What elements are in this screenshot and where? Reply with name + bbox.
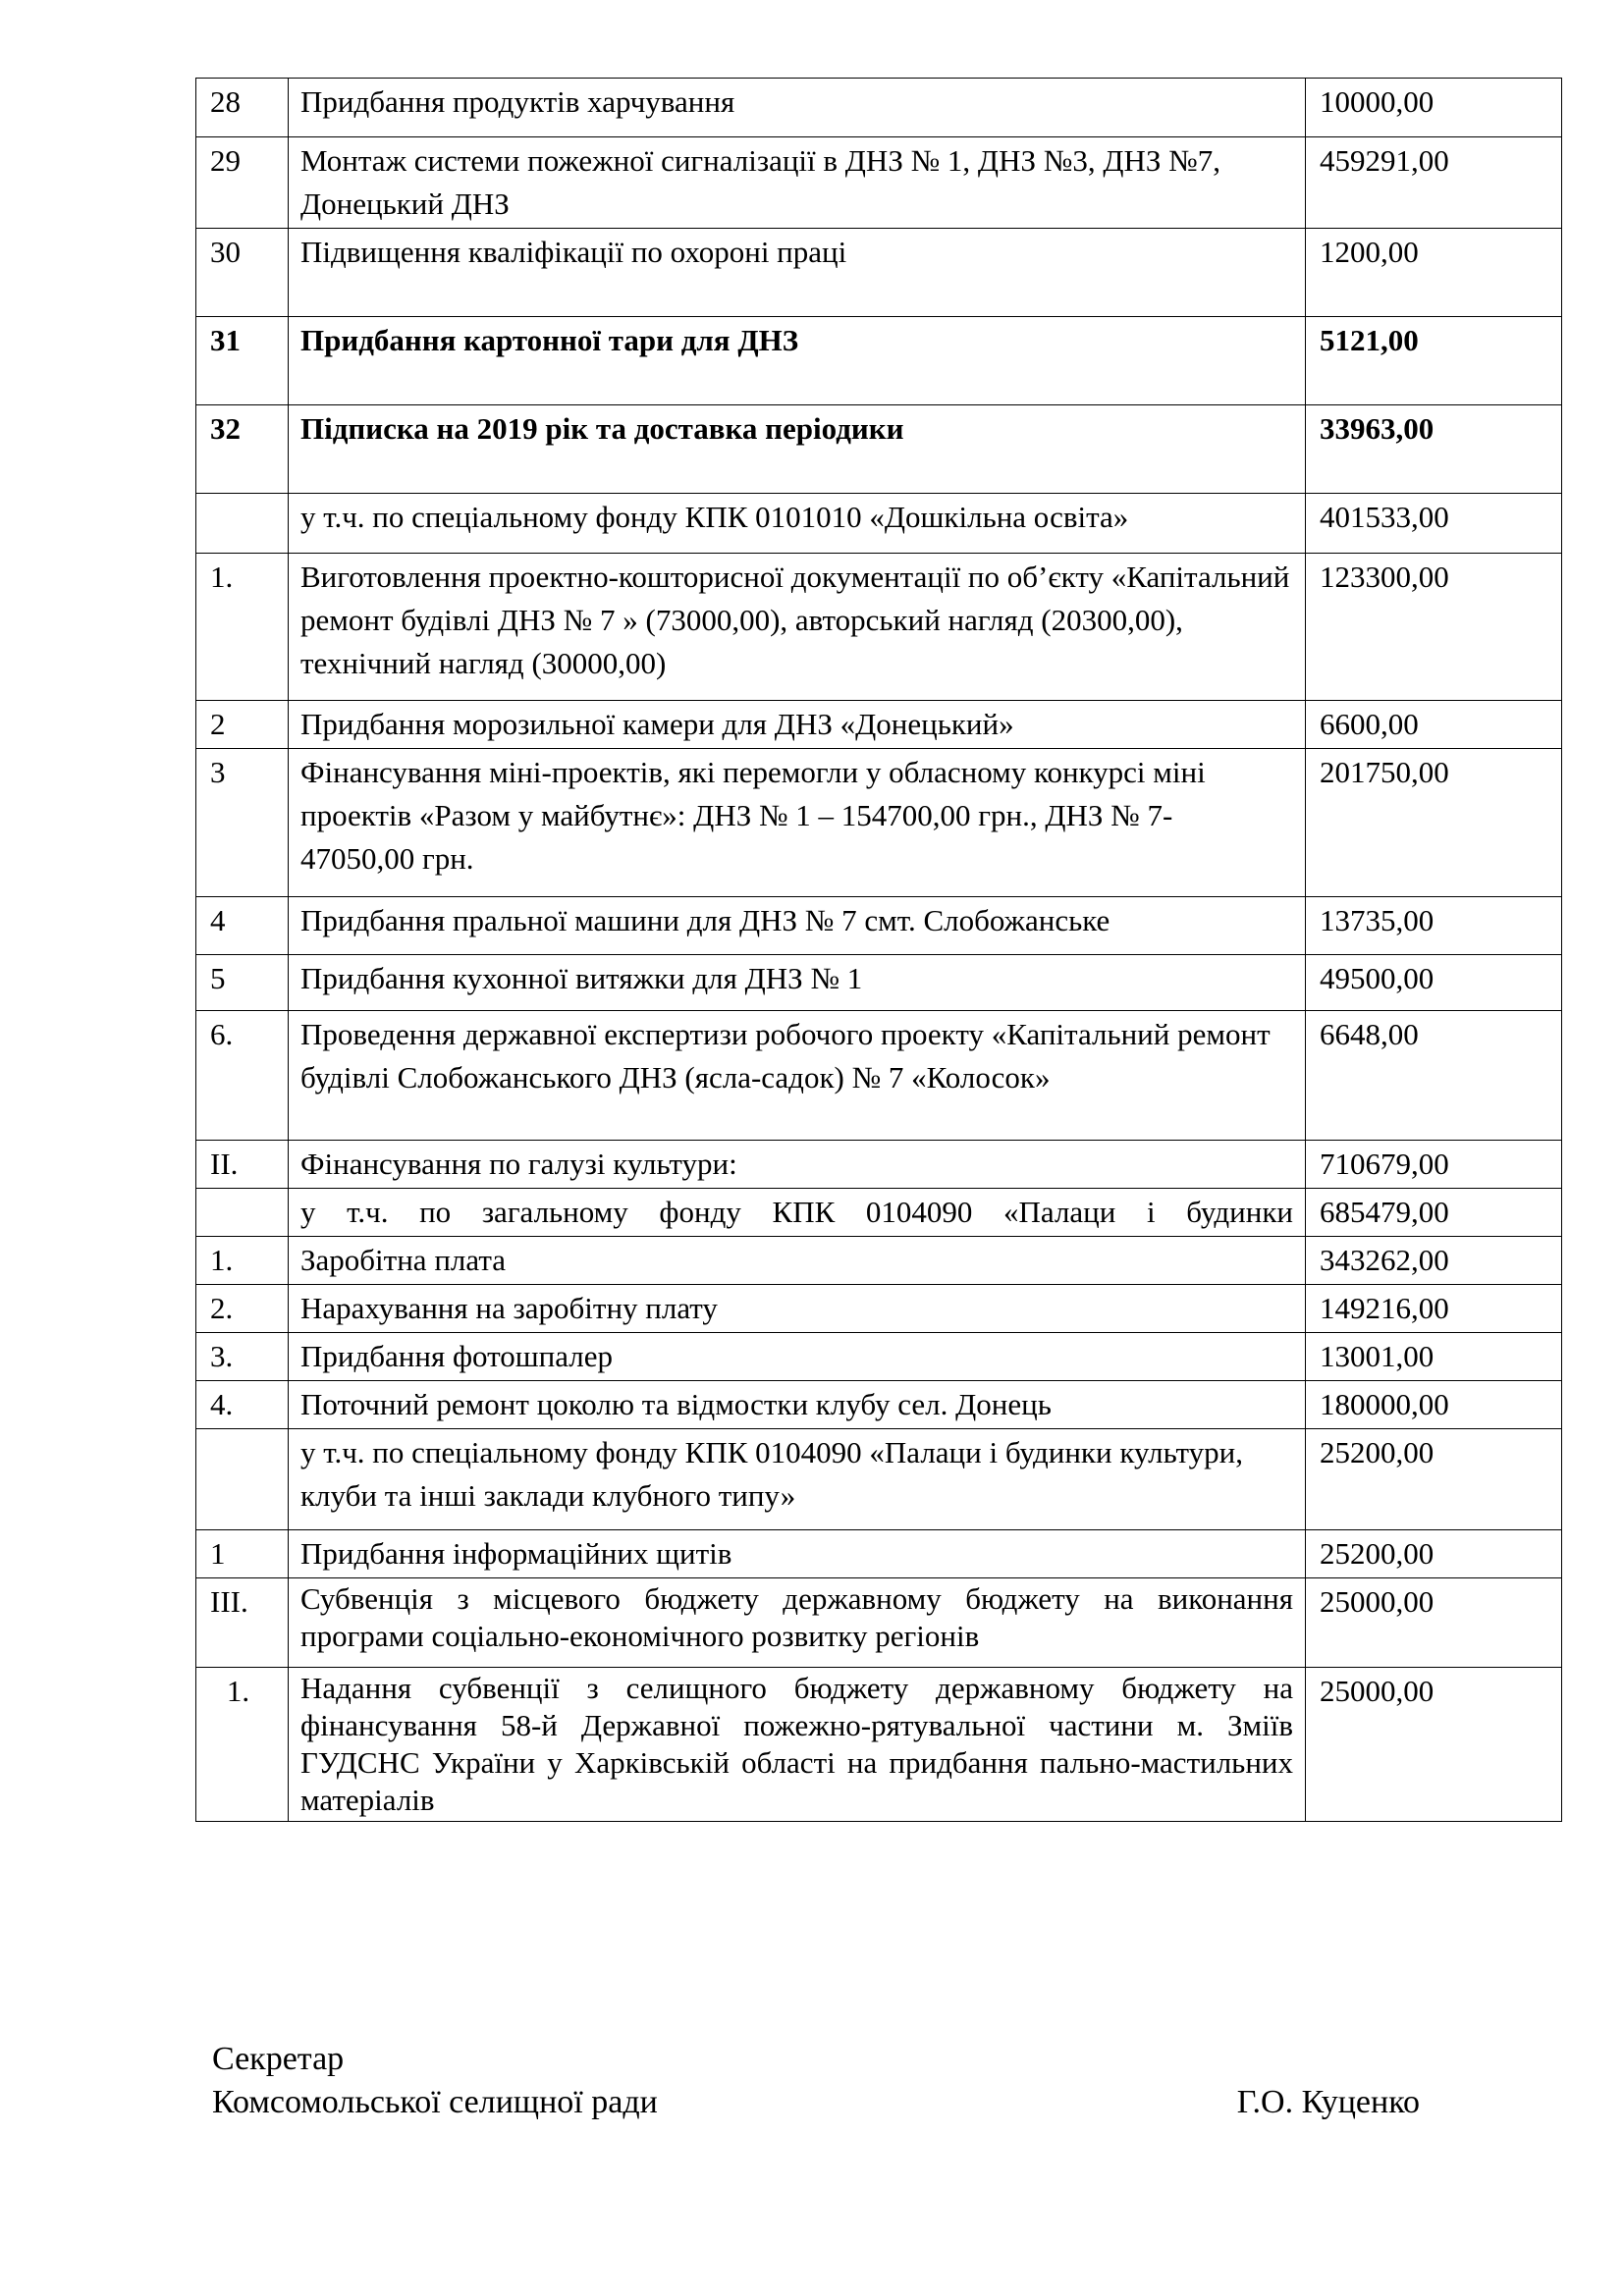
row-description: Монтаж системи пожежної сигналізації в ДНЗ № 1, ДНЗ №3, ДНЗ №7, Донецький ДНЗ xyxy=(289,137,1306,229)
row-amount: 343262,00 xyxy=(1306,1237,1562,1285)
row-number: 1. xyxy=(196,554,289,701)
row-description: Придбання інформаційних щитів xyxy=(289,1530,1306,1578)
row-number: 2. xyxy=(196,1285,289,1333)
row-description: у т.ч. по спеціальному фонду КПК 0101010 «Дошкільна освіта» xyxy=(289,494,1306,554)
row-description: Придбання продуктів харчування xyxy=(289,79,1306,137)
row-number: 4 xyxy=(196,897,289,955)
row-number: 32 xyxy=(196,405,289,494)
row-description: у т.ч. по загальному фонду КПК 0104090 «Палаци і будинки xyxy=(289,1189,1306,1237)
table-row xyxy=(196,1578,1562,1668)
row-number: 31 xyxy=(196,317,289,405)
table-row xyxy=(196,554,1562,701)
row-amount: 459291,00 xyxy=(1306,137,1562,229)
row-description: Надання субвенції з селищного бюджету державному бюджету на фінансування 58-й Державної пожежно-рятувальної частини м. Зміїв ГУДСНС України у Харківській області на придбання пально-мастильних матеріалів xyxy=(289,1668,1306,1822)
row-description: Виготовлення проектно-кошторисної документації по об’єкту «Капітальний ремонт будівлі ДНЗ № 7 » (73000,00), авторський нагляд (20300,00), технічний нагляд (30000,00) xyxy=(289,554,1306,701)
table-row xyxy=(196,405,1562,494)
row-description: Підвищення кваліфікації по охороні праці xyxy=(289,229,1306,317)
row-number: 6. xyxy=(196,1011,289,1141)
row-description: Фінансування міні-проектів, які перемогли у обласному конкурсі міні проектів «Разом у майбутнє»: ДНЗ № 1 – 154700,00 грн., ДНЗ № 7- 47050,00 грн. xyxy=(289,749,1306,897)
row-description: Проведення державної експертизи робочого проекту «Капітальний ремонт будівлі Слобожанського ДНЗ (ясла-садок) № 7 «Колосок» xyxy=(289,1011,1306,1141)
row-number: 29 xyxy=(196,137,289,229)
row-number: 1. xyxy=(196,1237,289,1285)
row-number xyxy=(196,1429,289,1530)
row-amount: 1200,00 xyxy=(1306,229,1562,317)
row-number: 2 xyxy=(196,701,289,749)
row-description: Придбання морозильної камери для ДНЗ «Донецький» xyxy=(289,701,1306,749)
row-description: Субвенція з місцевого бюджету державному бюджету на виконання програми соціально-економічного розвитку регіонів xyxy=(289,1578,1306,1668)
row-amount: 6648,00 xyxy=(1306,1011,1562,1141)
row-number: 28 xyxy=(196,79,289,137)
table-row xyxy=(196,137,1562,229)
signature-name: Г.О. Куценко xyxy=(1236,2084,1420,2120)
row-amount: 13001,00 xyxy=(1306,1333,1562,1381)
row-description: Нарахування на заробітну плату xyxy=(289,1285,1306,1333)
row-description: Фінансування по галузі культури: xyxy=(289,1141,1306,1189)
row-number: ІІІ. xyxy=(196,1578,289,1668)
row-description: Придбання фотошпалер xyxy=(289,1333,1306,1381)
table-row xyxy=(196,1237,1562,1285)
table-row xyxy=(196,1285,1562,1333)
table-row xyxy=(196,955,1562,1011)
table-row xyxy=(196,701,1562,749)
row-amount: 25200,00 xyxy=(1306,1429,1562,1530)
row-amount: 10000,00 xyxy=(1306,79,1562,137)
table-row xyxy=(196,1381,1562,1429)
row-number: 4. xyxy=(196,1381,289,1429)
table-row xyxy=(196,317,1562,405)
row-amount: 5121,00 xyxy=(1306,317,1562,405)
table-row xyxy=(196,1011,1562,1141)
table-row xyxy=(196,1530,1562,1578)
row-number: 30 xyxy=(196,229,289,317)
row-amount: 25200,00 xyxy=(1306,1530,1562,1578)
row-description: у т.ч. по спеціальному фонду КПК 0104090 «Палаци і будинки культури, клуби та інші заклади клубного типу» xyxy=(289,1429,1306,1530)
row-number: 3. xyxy=(196,1333,289,1381)
row-description: Заробітна плата xyxy=(289,1237,1306,1285)
row-number: 1 xyxy=(196,1530,289,1578)
row-amount: 25000,00 xyxy=(1306,1668,1562,1822)
table-row xyxy=(196,1429,1562,1530)
row-amount: 33963,00 xyxy=(1306,405,1562,494)
row-number: 3 xyxy=(196,749,289,897)
row-number: ІІ. xyxy=(196,1141,289,1189)
row-number: 5 xyxy=(196,955,289,1011)
table-row xyxy=(196,897,1562,955)
row-amount: 401533,00 xyxy=(1306,494,1562,554)
row-amount: 13735,00 xyxy=(1306,897,1562,955)
table-row xyxy=(196,79,1562,137)
row-number xyxy=(196,494,289,554)
table-row xyxy=(196,229,1562,317)
signature-block xyxy=(212,2038,1420,2124)
row-number xyxy=(196,1189,289,1237)
row-description: Поточний ремонт цоколю та відмостки клубу сел. Донець xyxy=(289,1381,1306,1429)
budget-table-body xyxy=(196,79,1562,1822)
table-row xyxy=(196,1141,1562,1189)
row-description: Придбання кухонної витяжки для ДНЗ № 1 xyxy=(289,955,1306,1011)
row-amount: 123300,00 xyxy=(1306,554,1562,701)
signature-title-line1: Секретар xyxy=(212,2041,345,2077)
row-description: Підписка на 2019 рік та доставка періодики xyxy=(289,405,1306,494)
row-amount: 685479,00 xyxy=(1306,1189,1562,1237)
table-row xyxy=(196,494,1562,554)
row-description: Придбання картонної тари для ДНЗ xyxy=(289,317,1306,405)
row-amount: 25000,00 xyxy=(1306,1578,1562,1668)
row-amount: 201750,00 xyxy=(1306,749,1562,897)
table-row xyxy=(196,1668,1562,1822)
table-row xyxy=(196,1333,1562,1381)
row-description: Придбання пральної машини для ДНЗ № 7 смт. Слобожанське xyxy=(289,897,1306,955)
row-amount: 49500,00 xyxy=(1306,955,1562,1011)
budget-table xyxy=(195,78,1562,1822)
row-amount: 180000,00 xyxy=(1306,1381,1562,1429)
signature-title-line2: Комсомольської селищної ради xyxy=(212,2084,658,2120)
row-amount: 149216,00 xyxy=(1306,1285,1562,1333)
table-row xyxy=(196,1189,1562,1237)
row-amount: 710679,00 xyxy=(1306,1141,1562,1189)
table-row xyxy=(196,749,1562,897)
row-number: 1. xyxy=(196,1668,289,1822)
row-amount: 6600,00 xyxy=(1306,701,1562,749)
